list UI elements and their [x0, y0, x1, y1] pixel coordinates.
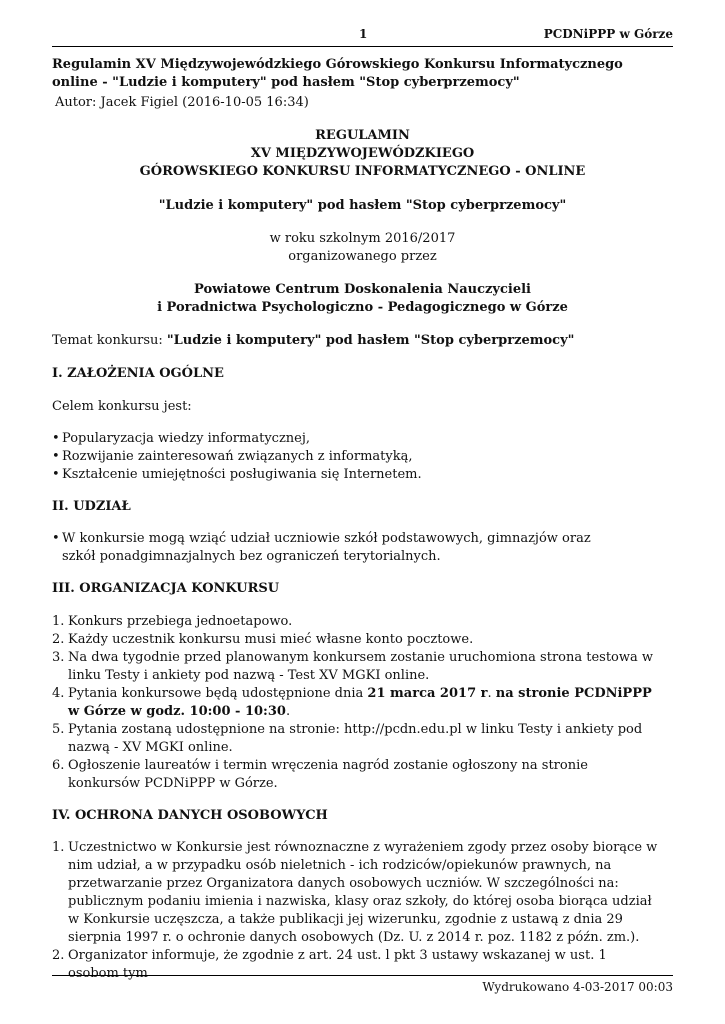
list-item: • Popularyzacja wiedzy informatycznej, — [52, 430, 673, 448]
header-organization: PCDNiPPP w Górze — [543, 27, 673, 41]
article-author: Autor: Jacek Figiel (2016-10-05 16:34) — [55, 95, 309, 110]
organizer-line2: i Poradnictwa Psychologiczno - Pedagogicznego w Górze — [157, 300, 568, 315]
list-item: 1. Konkurs przebiega jednoetapowo. — [52, 614, 293, 629]
regulation-heading-line3: GÓROWSKIEGO KONKURSU INFORMATYCZNEGO - ONLINE — [139, 164, 586, 179]
list-item: 2. Każdy uczestnik konkursu musi mieć własne konto pocztowe. — [52, 632, 474, 647]
list-item: 1. Uczestnictwo w Konkursie jest równoznaczne z wyrażeniem zgody przez osoby biorące w nim udział, a w przypadku osób nieletnich - ich rodziców/opiekunów prawnych, na przetwarzanie przez Organizatora danych osobowych uczniów. W szczególności na: publicznym podaniu imienia i nazwiska, klasy oraz szkoły, do której osoba biorąca udział w Konkursie uczęszcza, a także publikacji jej wizerunku, zgodnie z ustawą z dnia 29 sierpnia 1997 r. o ochronie danych osobowych (Dz. U. z 2014 r. poz. 1182 z późn. zm.). — [52, 840, 658, 945]
list-item: 6. Ogłoszenie laureatów i termin wręczenia nagród zostanie ogłoszony na stronie konkursów PCDNiPPP w Górze. — [52, 758, 588, 791]
header-rule — [52, 46, 673, 47]
section4-title: IV. OCHRONA DANYCH OSOBOWYCH — [52, 808, 328, 823]
organizer-line1: Powiatowe Centrum Doskonalenia Nauczycieli — [194, 282, 531, 297]
list-item: • W konkursie mogą wziąć udział uczniowie szkół podstawowych, gimnazjów oraz szkół ponadgimnazjalnych bez ograniczeń terytorialnych. — [52, 530, 613, 566]
contest-location-time: na stronie PCDNiPPP w Górze w godz. 10:00 - 10:30 — [68, 686, 652, 719]
regulation-heading-line1: REGULAMIN — [315, 128, 410, 143]
section1-intro: Celem konkursu jest: — [52, 399, 192, 414]
list-item: • Kształcenie umiejętności posługiwania się Internetem. — [52, 466, 673, 484]
school-year: w roku szkolnym 2016/2017 — [269, 231, 456, 246]
section1-list — [52, 430, 673, 484]
list-item: 3. Na dwa tygodnie przed planowanym konkursem zostanie uruchomiona strona testowa w linku Testy i ankiety pod nazwą - Test XV MGKI online. — [52, 650, 654, 683]
article-title: Regulamin XV Międzywojewódzkiego Górowskiego Konkursu Informatycznego online - "Ludzie i komputery" pod hasłem "Stop cyberprzemocy" — [52, 57, 623, 90]
theme-value: "Ludzie i komputery" pod hasłem "Stop cyberprzemocy" — [166, 333, 575, 348]
section4-list — [52, 839, 658, 983]
footer-rule — [52, 975, 673, 976]
section3-title: III. ORGANIZACJA KONKURSU — [52, 581, 280, 596]
print-timestamp: Wydrukowano 4-03-2017 00:03 — [482, 980, 673, 994]
page-header — [52, 27, 673, 45]
document-page — [52, 0, 673, 1024]
contest-theme — [52, 332, 673, 350]
regulation-motto: "Ludzie i komputery" pod hasłem "Stop cyberprzemocy" — [158, 198, 567, 213]
regulation-heading-line2: XV MIĘDZYWOJEWÓDZKIEGO — [250, 146, 475, 161]
section3-list — [52, 613, 658, 793]
theme-label: Temat konkursu: — [52, 333, 167, 348]
page-number: 1 — [359, 27, 368, 41]
section2-list — [52, 530, 613, 566]
section1-title: I. ZAŁOŻENIA OGÓLNE — [52, 366, 224, 381]
organized-by: organizowanego przez — [288, 249, 437, 264]
list-item: 2. Organizator informuje, że zgodnie z art. 24 ust. l pkt 3 ustawy wskazanej w ust. 1 osobom tym — [52, 948, 607, 981]
list-item: 4. Pytania konkursowe będą udostępnione dnia 21 marca 2017 r. na stronie PCDNiPPP w Górze w godz. 10:00 - 10:30. — [52, 686, 652, 719]
section2-title: II. UDZIAŁ — [52, 499, 131, 514]
contest-date: 21 marca 2017 r — [367, 686, 488, 701]
list-item: • Rozwijanie zainteresowań związanych z informatyką, — [52, 448, 673, 466]
list-item: 5. Pytania zostaną udostępnione na stronie: http://pcdn.edu.pl w linku Testy i ankiety pod nazwą - XV MGKI online. — [52, 722, 643, 755]
